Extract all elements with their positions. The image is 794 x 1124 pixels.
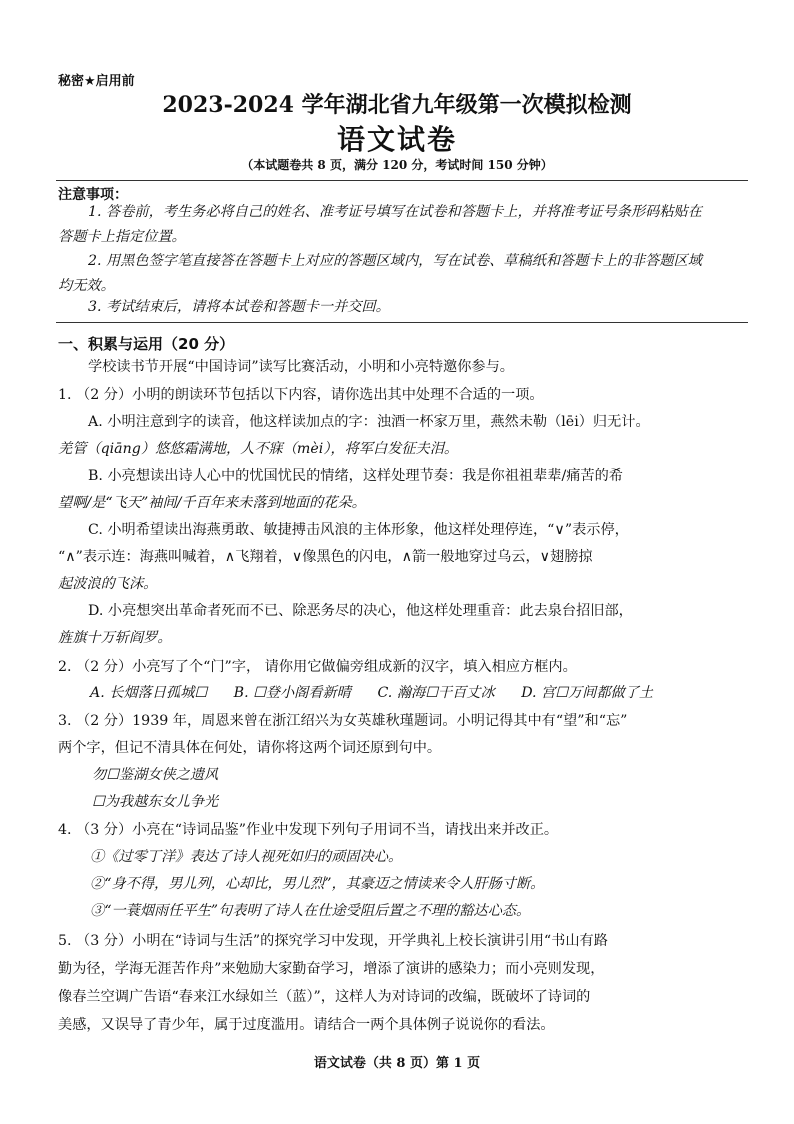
q2-option-a: A. 长烟落日孤城☐ [90, 685, 208, 701]
note-item-1b: 答题卡上指定位置。 [58, 229, 186, 245]
q1-option-b-1: B. 小亮想读出诗人心中的忧国忧民的情绪，这样处理节奏：我是你祖祖辈辈/痛苦的希 [88, 468, 623, 484]
q1-stem: 1. （2 分）小明的朗读环节包括以下内容，请你选出其中处理不合适的一项。 [58, 387, 544, 403]
exam-info-note: （本试题卷共 8 页，满分 120 分，考试时间 150 分钟） [241, 158, 553, 172]
q1-option-b-2: 望啊/是“飞天”袖间/千百年来未落到地面的花朵。 [58, 495, 366, 511]
exam-title: 2023-2024 学年湖北省九年级第一次模拟检测 [162, 92, 632, 118]
q3-stem-2: 两个字，但记不清具体在何处，请你将这两个词还原到句中。 [58, 740, 442, 756]
section-intro: 学校读书节开展“中国诗词”读写比赛活动，小明和小亮特邀你参与。 [88, 359, 514, 375]
page-footer: 语文试卷（共 8 页）第 1 页 [313, 1056, 481, 1071]
q3-line-2: ☐为我越东女儿争光 [92, 794, 219, 810]
note-item-2b: 均无效。 [58, 278, 115, 294]
section-heading: 一、积累与运用（20 分） [58, 335, 235, 353]
q4-sentence-3: ③“一蓑烟雨任平生”句表明了诗人在仕途受阻后置之不理的豁达心态。 [90, 903, 531, 919]
q1-option-c-2: “∧”表示连：海燕叫喊着，∧飞翔着，∨像黑色的闪电，∧箭一般地穿过乌云，∨翅膀掠 [58, 549, 593, 565]
q5-line-3: 像春兰空调广告语“春来江水绿如兰（蓝）”，这样人为对诗词的改编，既破坏了诗词的 [58, 989, 591, 1005]
q1-option-c-3: 起波浪的飞沫。 [58, 576, 158, 592]
q1-option-d-1: D. 小亮想突出革命者死而不已、除恶务尽的决心，他这样处理重音：此去泉台招旧部， [88, 603, 633, 619]
q1-option-a-1: A. 小明注意到字的读音，他这样读加点的字：浊酒一杯家万里，燕然未勒（lēi）归无计。 [88, 414, 650, 430]
q2-option-d: D. 宫☐万间都做了土 [521, 685, 654, 701]
q2-option-b: B. ☐登小阁看新晴 [233, 685, 351, 701]
q1-option-c-1: C. 小明希望读出海燕勇敢、敏捷搏击风浪的主体形象，他这样处理停连，“∨”表示停， [88, 522, 629, 538]
q5-line-2: 勤为径，学海无涯苦作舟”来勉励大家勤奋学习，增添了演讲的感染力；而小亮则发现， [58, 961, 605, 977]
subject-title: 语文试卷 [336, 123, 457, 156]
note-item-2a: 2. 用黑色签字笔直接答在答题卡上对应的答题区域内，写在试卷、草稿纸和答题卡上的非答题区域 [88, 253, 702, 269]
q5-line-1: 5. （3 分）小明在“诗词与生活”的探究学习中发现，开学典礼上校长演讲引用“书山有路 [58, 933, 608, 949]
q1-option-a-2: 羌管（qiāng）悠悠霜满地，人不寐（mèi），将军白发征夫泪。 [58, 441, 459, 457]
q3-stem-1: 3. （2 分）1939 年，周恩来曾在浙江绍兴为女英雄秋瑾题词。小明记得其中有“望”和“忘” [58, 713, 628, 729]
divider-top [56, 180, 748, 181]
note-item-3: 3. 考试结束后，请将本试卷和答题卡一并交回。 [88, 299, 390, 315]
q4-sentence-2: ②“身不得，男儿列，心却比，男儿烈”，其豪迈之情读来令人肝肠寸断。 [90, 876, 545, 892]
q4-sentence-1: ①《过零丁洋》表达了诗人视死如归的顽固决心。 [90, 849, 403, 865]
q2-stem: 2. （2 分）小亮写了个“门”字， 请你用它做偏旁组成新的汉字，填入相应方框内。 [58, 659, 577, 675]
q5-line-4: 美感，又误导了青少年，属于过度滥用。请结合一两个具体例子说说你的看法。 [58, 1017, 555, 1033]
note-item-1a: 1. 答卷前，考生务必将自己的姓名、准考证号填写在试卷和答题卡上，并将准考证号条形码粘贴在 [88, 204, 702, 220]
q2-option-c: C. 瀚海☐干百丈冰 [377, 685, 495, 701]
notes-heading: 注意事项： [58, 187, 128, 203]
secret-label: 秘密★启用前 [58, 74, 135, 89]
q3-line-1: 勿☐鉴湖女侠之遗风 [92, 767, 219, 783]
q2-options [90, 684, 653, 702]
q1-option-d-2: 旌旗十万斩阎罗。 [58, 630, 172, 646]
divider-bottom [56, 322, 748, 323]
q4-stem: 4. （3 分）小亮在“诗词品鉴”作业中发现下列句子用词不当，请找出来并改正。 [58, 822, 559, 838]
